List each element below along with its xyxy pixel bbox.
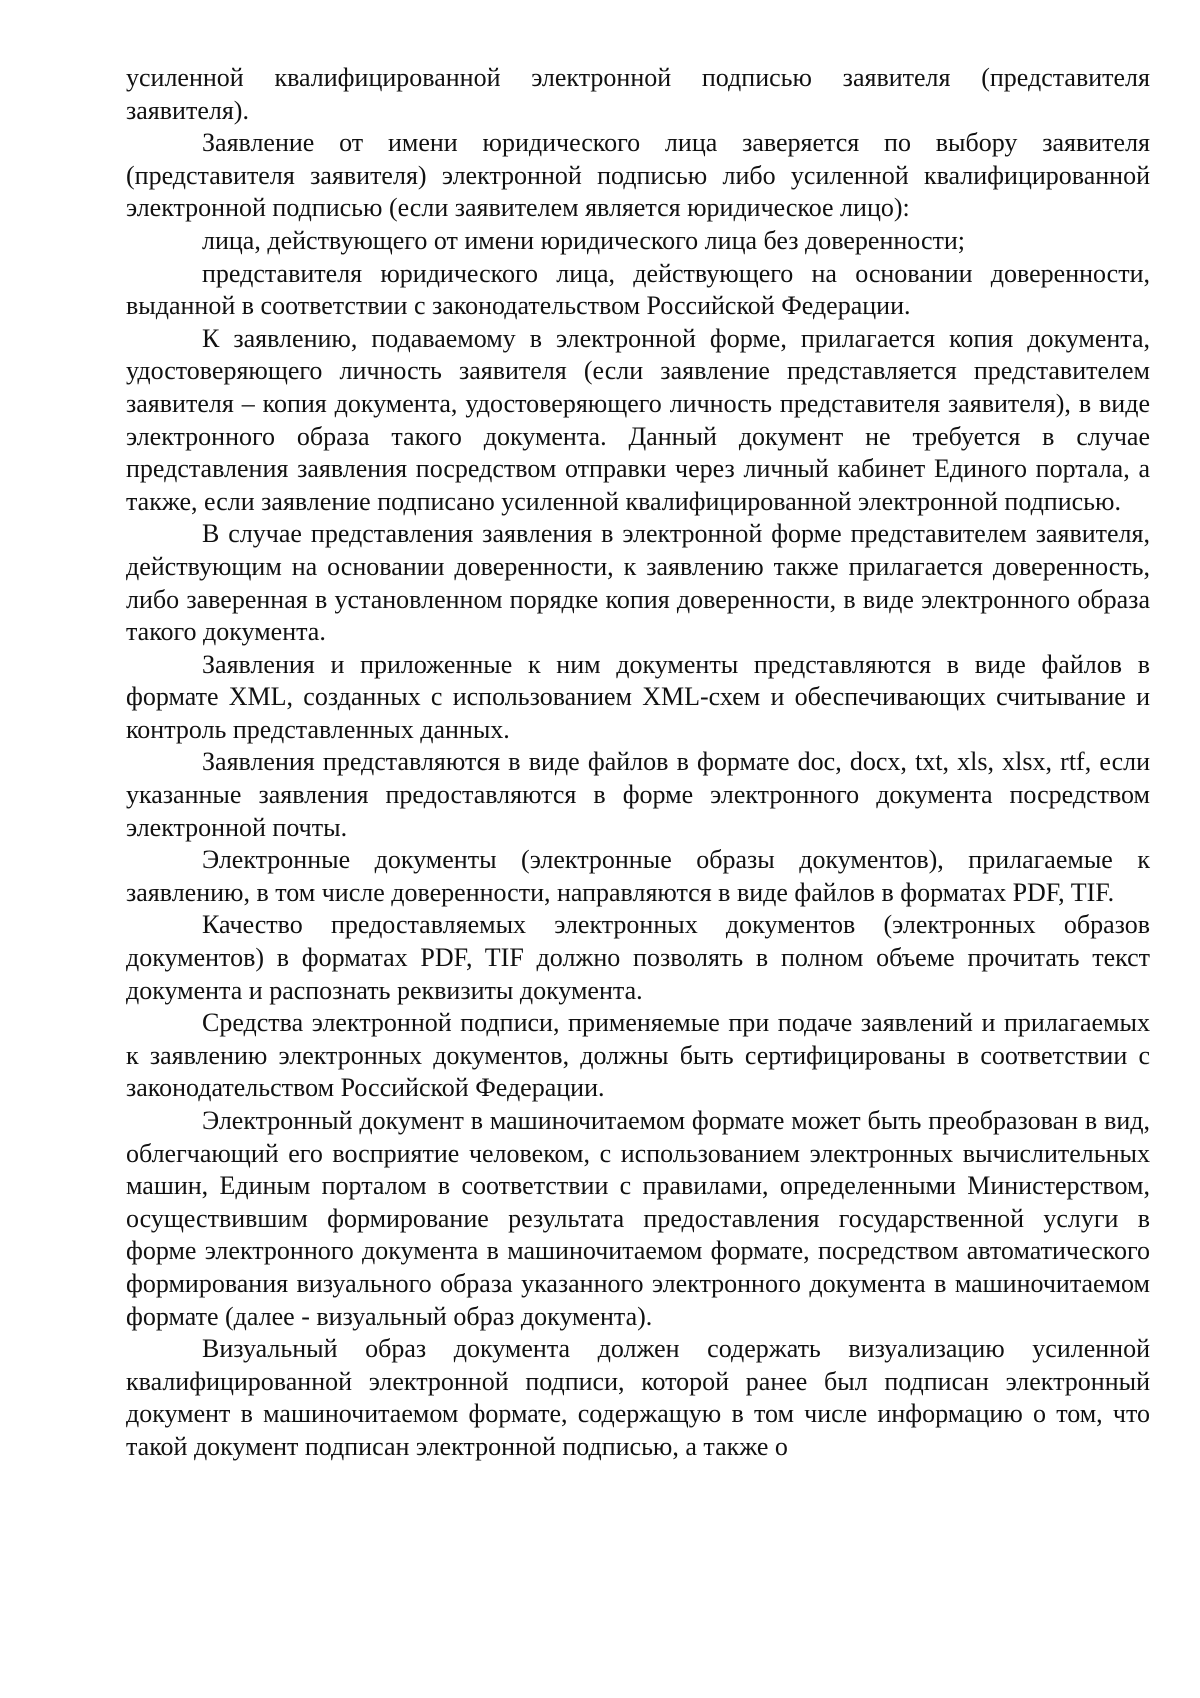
paragraph-visual-image-requirements: Визуальный образ документа должен содержать визуализацию усиленной квалифицированной электронной подписи, которой ранее был подписан электронный документ в машиночитаемом формате, содержащую в том числе информацию о том, что такой документ подписан электронной подписью, а также о (126, 1334, 1150, 1461)
document-page (126, 62, 1150, 1464)
paragraph-signature-continuation: усиленной квалифицированной электронной подписью заявителя (представителя заявителя). (126, 63, 1150, 125)
paragraph-legal-entity-application: Заявление от имени юридического лица заверяется по выбору заявителя (представителя заявителя) электронной подписью либо усиленной квалифицированной электронной подписью (если заявителем является юридическое лицо): (126, 128, 1150, 223)
paragraph-power-of-attorney: В случае представления заявления в электронной форме представителем заявителя, действующим на основании доверенности, к заявлению также прилагается доверенность, либо заверенная в установленном порядке копия доверенности, в виде электронного образа такого документа. (126, 519, 1150, 647)
paragraph-person-without-poa: лица, действующего от имени юридического лица без доверенности; (202, 225, 965, 255)
paragraph-signature-certification: Средства электронной подписи, применяемые при подаче заявлений и прилагаемых к заявлению электронных документов, должны быть сертифицированы в соответствии с законодательством Российской Федерации. (126, 1008, 1150, 1103)
paragraph-email-formats: Заявления представляются в виде файлов в формате doc, docx, txt, xls, xlsx, rtf, если указанные заявления предоставляются в форме электронного документа посредством электронной почты. (126, 747, 1150, 842)
paragraph-identity-document-copy: К заявлению, подаваемому в электронной форме, прилагается копия документа, удостоверяющего личность заявителя (если заявление представляется представителем заявителя – копия документа, удостоверяющего личность представителя заявителя), в виде электронного образа такого документа. Данный документ не требуется в случае представления заявления посредством отправки через личный кабинет Единого портала, а также, если заявление подписано усиленной квалифицированной электронной подписью. (126, 323, 1150, 516)
paragraph-representative-with-poa: представителя юридического лица, действующего на основании доверенности, выданной в соответствии с законодательством Российской Федерации. (126, 258, 1150, 321)
paragraph-scan-quality: Качество предоставляемых электронных документов (электронных образов документов) в форматах PDF, TIF должно позволять в полном объеме прочитать текст документа и распознать реквизиты документа. (126, 910, 1150, 1005)
paragraph-xml-format: Заявления и приложенные к ним документы представляются в виде файлов в формате XML, созданных с использованием XML-схем и обеспечивающих считывание и контроль представленных данных. (126, 649, 1150, 744)
paragraph-pdf-tif-formats: Электронные документы (электронные образы документов), прилагаемые к заявлению, в том числе доверенности, направляются в виде файлов в форматах PDF, TIF. (126, 845, 1150, 907)
paragraph-machine-readable-document: Электронный документ в машиночитаемом формате может быть преобразован в вид, облегчающий его восприятие человеком, с использованием электронных вычислительных машин, Единым порталом в соответствии с правилами, определенными Министерством, осуществившим формирование результата предоставления государственной услуги в форме электронного документа в машиночитаемом формате, посредством автоматического формирования визуального образа указанного электронного документа в машиночитаемом формате (далее - визуальный образ документа). (126, 1106, 1150, 1331)
